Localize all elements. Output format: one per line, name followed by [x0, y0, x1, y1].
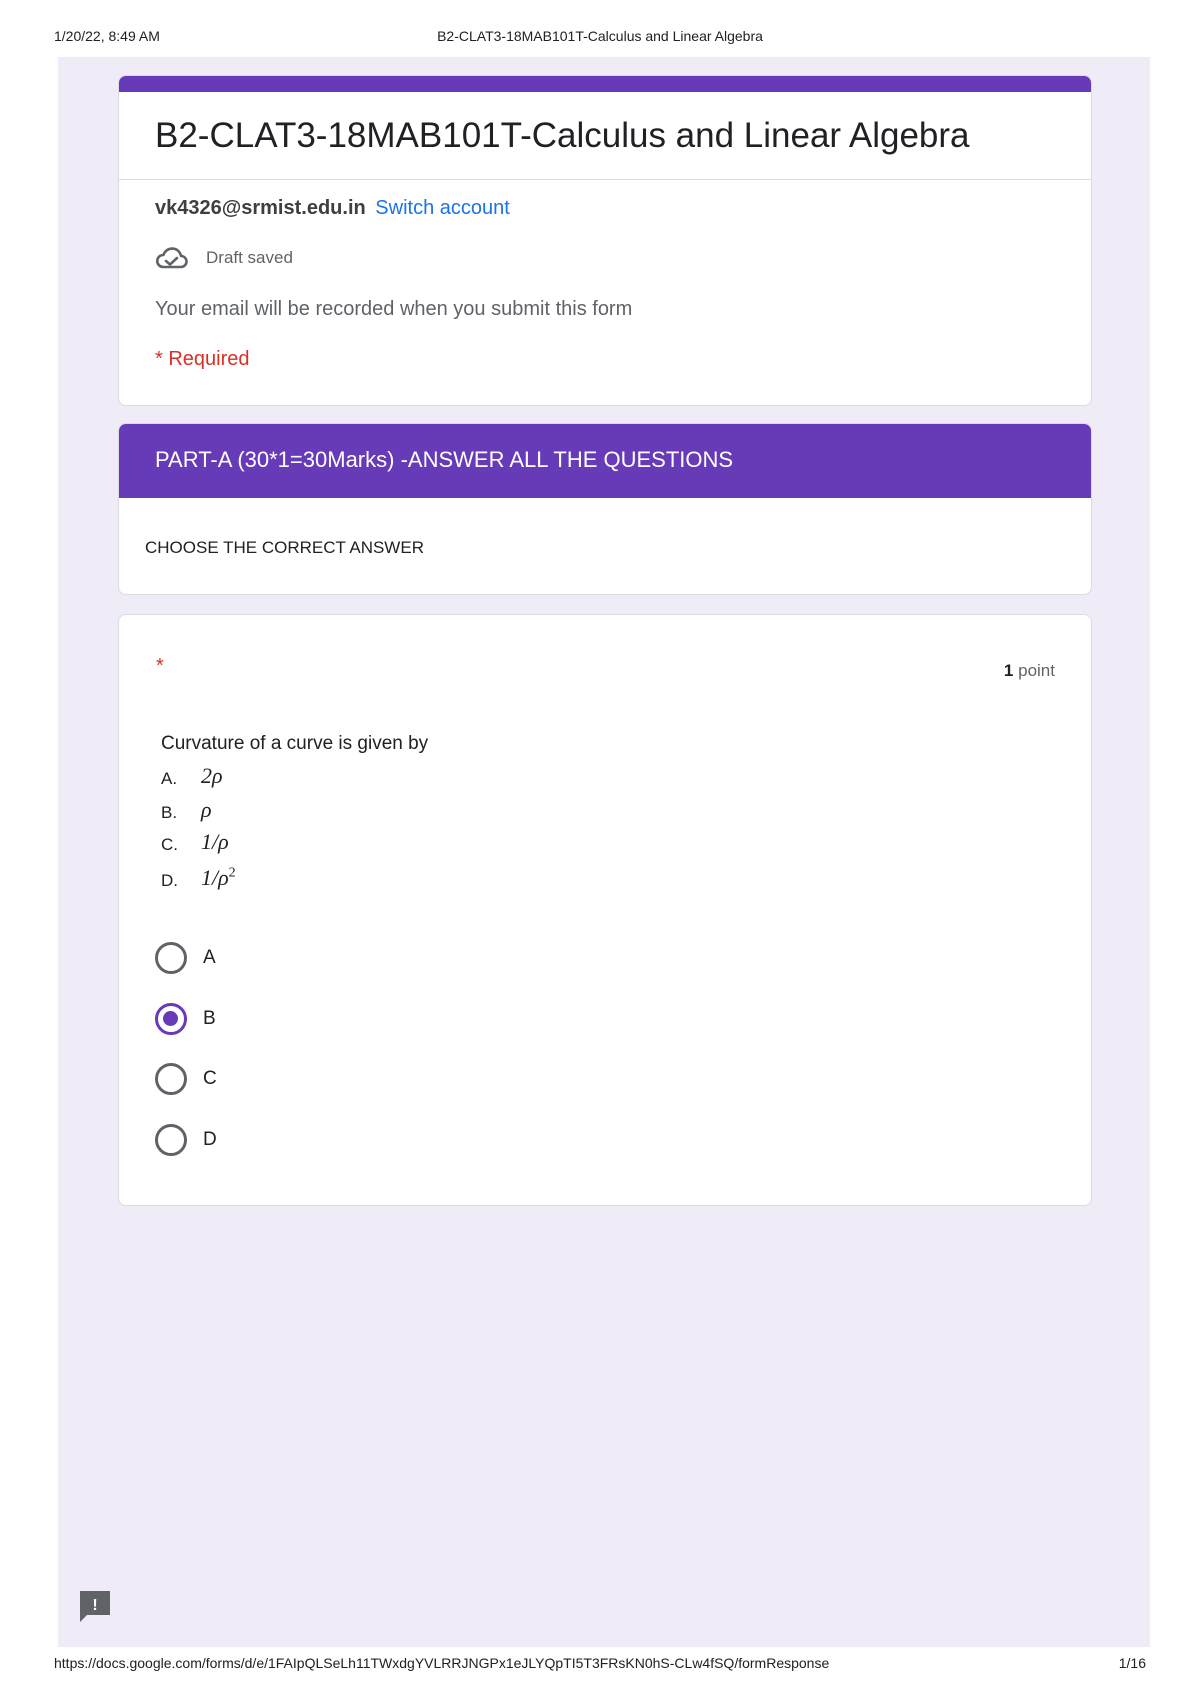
section-card: [118, 423, 1092, 595]
required-marker: *: [156, 655, 164, 677]
option-expression: [201, 763, 223, 789]
radio-button-selected[interactable]: [155, 1003, 187, 1035]
print-header: [54, 28, 1146, 48]
question-image: [161, 733, 581, 913]
question-points: [1004, 661, 1055, 681]
section-description: CHOOSE THE CORRECT ANSWER: [145, 538, 424, 557]
expression-main: 2ρ: [201, 763, 223, 788]
draft-status-row: [155, 246, 293, 270]
expression-main: ρ: [201, 797, 212, 822]
choice-a[interactable]: [155, 941, 216, 975]
divider: [119, 179, 1091, 180]
choice-label: A: [203, 947, 216, 968]
section-title: PART-A (30*1=30Marks) -ANSWER ALL THE QUESTIONS: [119, 424, 1091, 498]
print-footer: [54, 1655, 1146, 1675]
choice-b[interactable]: [155, 1002, 216, 1036]
expression-exponent: 2: [228, 865, 236, 881]
account-row: [155, 197, 510, 220]
switch-account-link[interactable]: Switch account: [375, 197, 510, 219]
choice-label: C: [203, 1068, 217, 1089]
option-letter: A.: [161, 769, 178, 788]
points-value: 1: [1003, 661, 1014, 680]
print-date: 1/20/22, 8:49 AM: [54, 28, 160, 44]
feedback-button[interactable]: [78, 1589, 112, 1623]
draft-status: Draft saved: [206, 248, 293, 267]
question-card: [118, 614, 1092, 1206]
required-note: * Required: [155, 348, 250, 370]
radio-button[interactable]: [155, 942, 187, 974]
feedback-glyph: !: [92, 1597, 98, 1614]
accent-bar: [119, 76, 1091, 92]
expression-main: 1/ρ: [201, 865, 229, 890]
choice-c[interactable]: [155, 1062, 217, 1096]
choice-label: D: [203, 1129, 217, 1150]
option-letter: D.: [161, 871, 178, 890]
expression-main: 1/ρ: [201, 829, 229, 854]
cloud-done-icon: [155, 246, 188, 270]
form-header-card: [118, 75, 1092, 406]
question-stem: Curvature of a curve is given by: [161, 733, 429, 754]
account-email: vk4326@srmist.edu.in: [155, 197, 366, 219]
choice-d[interactable]: [155, 1123, 217, 1157]
option-letter: B.: [161, 803, 178, 822]
option-expression: [201, 797, 212, 823]
option-letter: C.: [161, 835, 178, 854]
print-title: B2-CLAT3-18MAB101T-Calculus and Linear Algebra: [437, 28, 763, 44]
print-url: https://docs.google.com/forms/d/e/1FAIpQLSeLh11TWxdgYVLRRJNGPx1eJLYQpTI5T3FRsKN0hS-CLw4fSQ/formResponse: [54, 1655, 830, 1671]
radio-button[interactable]: [155, 1124, 187, 1156]
email-record-note: Your email will be recorded when you submit this form: [155, 298, 633, 320]
option-expression: [201, 829, 229, 855]
option-expression: [201, 865, 236, 891]
radio-button[interactable]: [155, 1063, 187, 1095]
choice-label: B: [203, 1008, 216, 1029]
feedback-icon: [78, 1589, 112, 1623]
points-unit: point: [1018, 661, 1055, 680]
page-number: 1/16: [1118, 1655, 1146, 1671]
form-title: B2-CLAT3-18MAB101T-Calculus and Linear Algebra: [155, 116, 970, 155]
